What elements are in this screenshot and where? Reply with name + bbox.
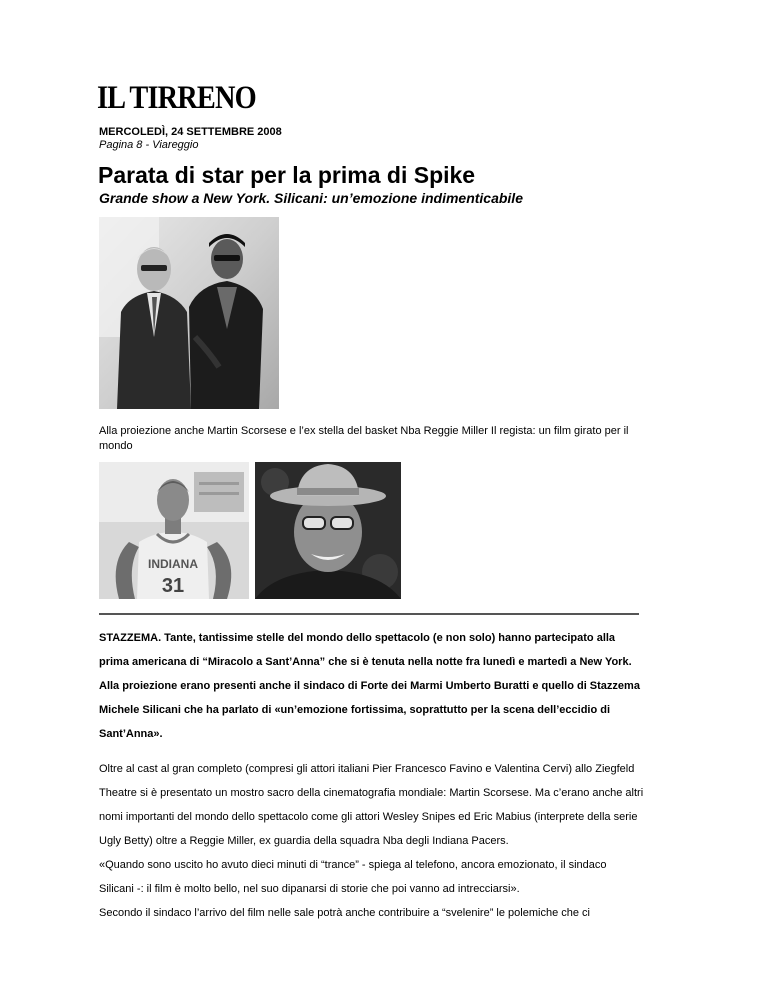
article-paragraph-1: Oltre al cast al gran completo (compresi gli attori italiani Pier Francesco Favino e Valentina Cervi) allo Ziegfeld Theatre si è presentato un mostro sacro della cinematografia mondiale: Martin Scorsese. Ma c’erano anche altri nomi importanti del mondo dello spettacolo come gli attori Wesley Snipes ed Eric Mabius (interprete della serie Ugly Betty) oltre a Reggie Miller, ex guardia della squadra Nba degli Indiana Pacers. [99,763,644,847]
article-subheadline: Grande show a New York. Silicani: un’emozione indimenticabile [99,190,523,206]
article-paragraph-2: «Quando sono uscito ho avuto dieci minuti di “trance” - spiega al telefono, ancora emozionato, il sindaco Silicani -: il film è molto bello, nel suo dipanarsi di storie che poi vanno ad intrecciarsi». [99,859,607,895]
photo-wesley-snipes [255,462,401,599]
article-paragraph-3: Secondo il sindaco l’arrivo del film nelle sale potrà anche contribuire a “svelenire” le polemiche che ci [99,907,590,919]
article-headline: Parata di star per la prima di Spike [98,162,476,188]
photo-scorsese-spike [99,217,279,409]
photo-caption: Alla proiezione anche Martin Scorsese e l’ex stella del basket Nba Reggie Miller Il regista: un film girato per il mondo [99,425,629,452]
article-body [99,757,644,925]
article-lead: STAZZEMA. Tante, tantissime stelle del mondo dello spettacolo (e non solo) hanno partecipato alla prima americana di “Miracolo a Sant’Anna” che si è tenuta nella notte fra lunedì e martedì a New York. Alla proiezione erano presenti anche il sindaco di Forte dei Marmi Umberto Buratti e quello di Stazzema Michele Silicani che ha parlato di «un’emozione fortissima, soprattutto per la scena dell’eccidio di Sant’Anna». [99,632,640,740]
jersey-number: 31 [161,575,185,597]
page-number: Pagina 8 - Viareggio [99,139,199,151]
issue-date: MERCOLEDÌ, 24 SETTEMBRE 2008 [99,126,282,138]
photo-reggie-miller [99,462,249,599]
section-divider [99,613,639,615]
jersey-text: INDIANA [148,557,198,571]
newspaper-logo: IL TIRRENO [97,80,256,116]
